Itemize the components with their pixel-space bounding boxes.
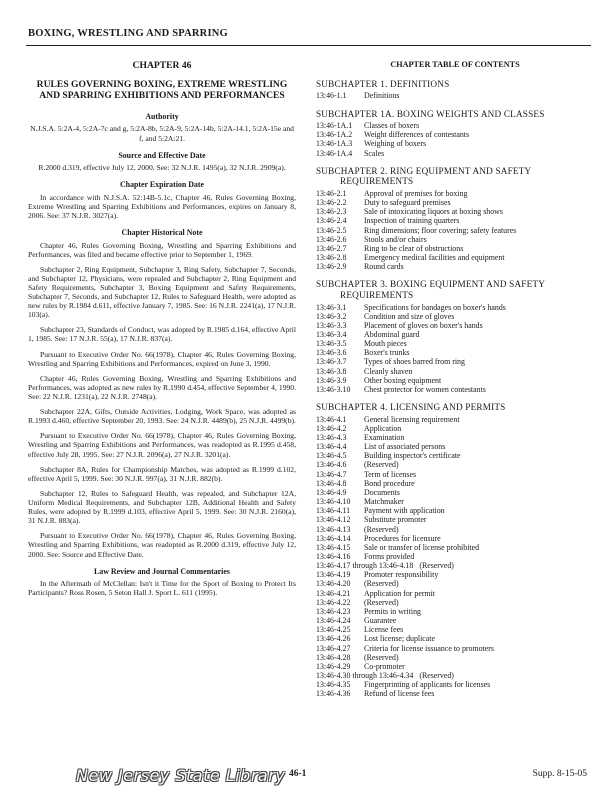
toc-entry [316, 121, 594, 130]
section-number: 13:46-4.22 [316, 597, 351, 607]
section-title: Term of licenses [364, 469, 417, 479]
section-number: 13:46-1A.1 [316, 121, 353, 131]
section-title: Ring to be clear of obstructions [364, 243, 464, 253]
section-number: 13:46-4.4 [316, 442, 347, 452]
toc-entry [316, 312, 594, 321]
section-title: (Reserved) [364, 652, 399, 662]
supplement-date: Supp. 8-15-05 [532, 769, 587, 779]
section-title: General licensing requirement [364, 414, 460, 424]
section-title: Substitute promoter [364, 515, 427, 525]
section-title: Lost license; duplicate [364, 634, 435, 644]
authority-text: N.J.S.A. 5:2A-4, 5:2A-7c and g, 5:2A-8b, 5:2A-9, 5:2A-14b, 5:2A-14.1, 5:2A-15e and f, and 5:2A:21. [30, 124, 294, 143]
toc-entry [316, 91, 594, 100]
toc-entry [316, 149, 594, 158]
section-title: Matchmaker [364, 497, 404, 507]
section-number: 13:46-4.16 [316, 551, 351, 561]
section-number: 13:46-4.7 [316, 469, 347, 479]
section-number: 13:46-4.28 [316, 652, 351, 662]
toc-entry [316, 198, 594, 207]
section-title: (Reserved) [364, 597, 399, 607]
toc-entry [316, 607, 594, 616]
section-title: (Reserved) [364, 579, 399, 589]
section-number: 13:46-4.9 [316, 487, 347, 497]
section-number: 13:46-4.30 through 13:46-4.34 [316, 671, 414, 681]
section-number: 13:46-4.6 [316, 460, 347, 470]
toc-entry [316, 339, 594, 348]
header-rule [26, 45, 591, 46]
toc-entry [316, 303, 594, 312]
toc-entry [316, 625, 594, 634]
section-title: Types of shoes barred from ring [364, 357, 465, 367]
library-watermark: New Jersey State Library [76, 766, 286, 785]
section-title: Building inspector's certificate [364, 451, 461, 461]
section-number: 13:46-4.13 [316, 524, 351, 534]
toc-entry [316, 616, 594, 625]
section-number: 13:46-4.35 [316, 680, 351, 690]
toc-entry [316, 253, 594, 262]
section-number: 13:46-2.9 [316, 262, 347, 272]
section-number: 13:46-2.6 [316, 234, 347, 244]
toc-entry [316, 662, 594, 671]
toc-entry [316, 634, 594, 643]
section-number: 13:46-3.9 [316, 375, 347, 385]
section-number: 13:46-2.1 [316, 188, 347, 198]
section-number: 13:46-2.8 [316, 253, 347, 263]
toc-entry [316, 470, 594, 479]
law-review-text: In the Aftermath of McClellan: Isn't it Time for the Sport of Boxing to Protect Its Participants? Ross Rosen, 5 Seton Hall J. Sport L. 611 (1995). [28, 579, 296, 598]
section-title: Application for permit [364, 588, 435, 598]
section-number: 13:46-4.23 [316, 606, 351, 616]
toc-entry [316, 598, 594, 607]
section-title: Classes of boxers [364, 121, 420, 131]
section-number: 13:46-4.26 [316, 634, 351, 644]
subchapter-title: SUBCHAPTER 1. DEFINITIONS [316, 78, 450, 89]
toc-entry [316, 385, 594, 394]
section-number: 13:46-3.1 [316, 302, 347, 312]
history-paragraph: Chapter 46, Rules Governing Boxing, Wrestling and Sparring Exhibitions and Performances, was adopted as new rules by R.1990 d.454, effective September 4, 1990. See: 22 N.J.R. 1231(a), 22 N.J.R. 2748(a). [28, 373, 296, 402]
source-text: R.2000 d.319, effective July 12, 2000. See: 32 N.J.R. 1495(a), 32 N.J.R. 2909(a). [38, 163, 286, 173]
section-number: 13:46-4.12 [316, 515, 351, 525]
history-paragraph: Pursuant to Executive Order No. 66(1978), Chapter 46, Rules Governing Boxing, Wrestling and Sparring Exhibitions and Performances, expired on June 3, 1990. [28, 349, 296, 368]
section-number: 13:46-3.6 [316, 348, 347, 358]
toc-entry [316, 244, 594, 253]
section-title: (Reserved) [419, 671, 454, 681]
section-title: Stools and/or chairs [364, 234, 427, 244]
toc-entry [316, 367, 594, 376]
section-number: 13:46-4.36 [316, 689, 351, 699]
history-paragraph: Subchapter 22A, Gifts, Outside Activities, Lodging, Work Space, was adopted as R.1993 d.460, effective September 20, 1993. See: 24 N.J.R. 4489(b), 25 N.J.R. 4499(b). [28, 407, 296, 426]
section-number: 13:46-4.8 [316, 478, 347, 488]
section-number: 13:46-2.2 [316, 198, 347, 208]
history-paragraph: Subchapter 23, Standards of Conduct, was adopted by R.1985 d.164, effective April 1, 1985. See: 17 N.J.R. 55(a), 17 N.J.R. 837(a). [28, 325, 296, 344]
section-title: Sale or transfer of license prohibited [364, 542, 480, 552]
toc-entry [316, 451, 594, 460]
section-title: Co-promoter [364, 661, 405, 671]
section-title: Sale of intoxicating liquors at boxing shows [364, 207, 503, 217]
table-of-contents [316, 60, 594, 698]
toc-entry [316, 479, 594, 488]
section-title: Specifications for bandages on boxer's hands [364, 302, 506, 312]
toc-heading: CHAPTER TABLE OF CONTENTS [390, 60, 520, 69]
section-title: Condition and size of gloves [364, 311, 455, 321]
chapter-number: CHAPTER 46 [132, 60, 192, 71]
section-number: 13:46-1A.4 [316, 148, 353, 158]
toc-entry [316, 357, 594, 366]
chapter-title: RULES GOVERNING BOXING, EXTREME WRESTLING AND SPARRING EXHIBITIONS AND PERFORMANCES [36, 78, 288, 102]
toc-entry [316, 330, 594, 339]
running-head: BOXING, WRESTLING AND SPARRING [28, 28, 228, 39]
history-paragraph: Chapter 46, Rules Governing Boxing, Wrestling and Sparring Exhibitions and Performances, was filed and became effective prior to September 1, 1969. [28, 240, 296, 259]
section-number: 13:46-3.3 [316, 320, 347, 330]
toc-entry [316, 561, 594, 570]
section-number: 13:46-4.25 [316, 625, 351, 635]
section-title: Promoter responsibility [364, 570, 439, 580]
section-number: 13:46-2.3 [316, 207, 347, 217]
section-number: 13:46-2.7 [316, 243, 347, 253]
section-title: Duty to safeguard premises [364, 198, 451, 208]
section-title: Documents [364, 487, 400, 497]
toc-entry [316, 460, 594, 469]
section-title: Bond procedure [364, 478, 415, 488]
toc-entry [316, 653, 594, 662]
section-title: Definitions [364, 91, 400, 101]
section-title: Weighing of boxers [364, 139, 427, 149]
section-number: 13:46-4.14 [316, 533, 351, 543]
section-title: Payment with application [364, 506, 445, 516]
history-heading: Chapter Historical Note [121, 228, 203, 238]
section-number: 13:46-3.8 [316, 366, 347, 376]
toc-entry [316, 189, 594, 198]
section-title: (Reserved) [419, 561, 454, 571]
section-title: Other boxing equipment [364, 375, 442, 385]
section-title: Guarantee [364, 616, 397, 626]
section-title: Cleanly shaven [364, 366, 413, 376]
toc-entry [316, 525, 594, 534]
section-title: Fingerprinting of applicants for licenses [364, 680, 491, 690]
section-title: List of associated persons [364, 442, 446, 452]
toc-entry [316, 139, 594, 148]
section-number: 13:46-4.11 [316, 506, 351, 516]
toc-entry [316, 442, 594, 451]
toc-entry [316, 226, 594, 235]
section-number: 13:46-3.10 [316, 384, 351, 394]
history-paragraph: Subchapter 8A, Rules for Championship Matches, was adopted as R.1999 d.102, effective April 5, 1999. See: 30 N.J.R. 997(a), 31 N.J.R. 882(b). [28, 464, 296, 483]
toc-entry [316, 216, 594, 225]
section-title: Chest protector for women contestants [364, 384, 486, 394]
section-title: License fees [364, 625, 404, 635]
section-number: 13:46-4.29 [316, 661, 351, 671]
toc-entry [316, 589, 594, 598]
toc-entry [316, 570, 594, 579]
section-number: 13:46-4.15 [316, 542, 351, 552]
history-paragraph: Subchapter 12, Rules to Safeguard Health, was repealed, and Subchapter 12A, Uniform Medical Requirements, and Subchapter 12B, Additional Health and Safety Rules, were adopted by R.1999 d.103, effective April 5, 1999. See: 30 N.J.R. 2160(a), 31 N.J.R. 883(a). [28, 488, 296, 526]
section-number: 13:46-4.5 [316, 451, 347, 461]
toc-entry [316, 689, 594, 698]
section-title: Refund of license fees [364, 689, 435, 699]
section-title: Criteria for license issuance to promoters [364, 643, 494, 653]
expiration-heading: Chapter Expiration Date [119, 180, 205, 190]
subchapter-title: SUBCHAPTER 4. LICENSING AND PERMITS [316, 402, 506, 413]
subchapter-title: SUBCHAPTER 1A. BOXING WEIGHTS AND CLASSES [316, 108, 545, 119]
subchapter-title: SUBCHAPTER 2. RING EQUIPMENT AND SAFETY REQUIREMENTS [316, 165, 532, 187]
toc-entry [316, 130, 594, 139]
section-title: Emergency medical facilities and equipment [364, 253, 505, 263]
toc-entry [316, 552, 594, 561]
section-number: 13:46-1.1 [316, 91, 347, 101]
section-number: 13:46-4.2 [316, 423, 347, 433]
toc-entry [316, 207, 594, 216]
toc-entry [316, 376, 594, 385]
section-number: 13:46-2.5 [316, 225, 347, 235]
section-title: Application [364, 423, 402, 433]
section-title: Ring dimensions; floor covering; safety features [364, 225, 517, 235]
section-number: 13:46-4.3 [316, 432, 347, 442]
section-number: 13:46-4.27 [316, 643, 351, 653]
expiration-text: In accordance with N.J.S.A. 52:14B-5.1c, Chapter 46, Rules Governing Boxing, Extreme Wrestling and Sparring Exhibitions and Performances, expires on January 8, 2006. See: 37 N.J.R. 3027(a). [28, 192, 296, 220]
section-number: 13:46-3.7 [316, 357, 347, 367]
toc-entry [316, 680, 594, 689]
section-number: 13:46-4.1 [316, 414, 347, 424]
toc-entry [316, 488, 594, 497]
toc-entry [316, 415, 594, 424]
section-number: 13:46-4.21 [316, 588, 351, 598]
toc-entry [316, 321, 594, 330]
toc-entry [316, 534, 594, 543]
history-paragraph: Subchapter 2, Ring Equipment, Subchapter 3, Ring Safety, Subchapter 7, Seconds, and Subchapter 12, Physicians, were repealed and Subchapter 2, Ring Equipment and Safety Requirements, Subchapter 3, Boxing Equipment and Safety Requirements, Subchapter 7, Seconds, and Subchapter 12, Rules to Safeguard Health, were adopted as new rules by R.1984 d.611, effective January 7, 1985. See: 16 N.J.R. 2241(a), 17 N.J.R. 103(a). [28, 264, 296, 320]
section-title: Procedures for licensure [364, 533, 441, 543]
toc-entry [316, 579, 594, 588]
toc-entry [316, 644, 594, 653]
section-number: 13:46-3.4 [316, 329, 347, 339]
toc-entry [316, 543, 594, 552]
toc-entry [316, 497, 594, 506]
toc-entry [316, 348, 594, 357]
section-title: Permits in writing [364, 606, 421, 616]
section-number: 13:46-3.5 [316, 339, 347, 349]
section-title: Examination [364, 432, 405, 442]
law-review-heading: Law Review and Journal Commentaries [94, 566, 230, 576]
section-title: (Reserved) [364, 460, 399, 470]
section-number: 13:46-4.17 through 13:46-4.18 [316, 561, 414, 571]
section-title: Boxer's trunks [364, 348, 410, 358]
section-number: 13:46-4.20 [316, 579, 351, 589]
section-title: Inspection of training quarters [364, 216, 460, 226]
section-title: Weight differences of contestants [364, 130, 470, 140]
toc-entry [316, 515, 594, 524]
history-paragraph: Pursuant to Executive Order No. 66(1978), Chapter 46, Rules Governing Boxing, Wrestling and Sparring Exhibitions, was readopted as R.2000 d.319, effective July 12, 2000. See: Source and Effective Date. [28, 531, 296, 559]
section-title: Approval of premises for boxing [364, 188, 468, 198]
section-number: 13:46-4.19 [316, 570, 351, 580]
section-title: (Reserved) [364, 524, 399, 534]
left-column [28, 60, 296, 603]
section-title: Forms provided [364, 551, 415, 561]
section-number: 13:46-3.2 [316, 311, 347, 321]
section-title: Placement of gloves on boxer's hands [364, 320, 483, 330]
section-title: Round cards [364, 262, 404, 272]
section-number: 13:46-4.24 [316, 616, 351, 626]
section-number: 13:46-1A.3 [316, 139, 353, 149]
toc-entry [316, 506, 594, 515]
subchapter-title: SUBCHAPTER 3. BOXING EQUIPMENT AND SAFETY REQUIREMENTS [316, 279, 546, 300]
toc-entry [316, 235, 594, 244]
toc-entry [316, 262, 594, 271]
authority-heading: Authority [145, 111, 179, 121]
toc-entry [316, 433, 594, 442]
section-number: 13:46-2.4 [316, 216, 347, 226]
section-number: 13:46-4.10 [316, 497, 351, 507]
toc-entry [316, 671, 594, 680]
page-number: 46-1 [289, 769, 307, 779]
source-heading: Source and Effective Date [118, 150, 206, 160]
section-title: Mouth pieces [364, 339, 407, 349]
history-paragraph: Pursuant to Executive Order No. 66(1978), Chapter 46, Rules Governing Boxing, Wrestling and Sparring Exhibitions and Performances, was readopted as R.1995 d.458, effective July 28, 1995. See: 27 N.J.R. 2096(a), 27 N.J.R. 3201(a). [28, 431, 296, 459]
toc-entry [316, 424, 594, 433]
section-title: Abdominal guard [364, 329, 420, 339]
section-title: Scales [364, 148, 385, 158]
section-number: 13:46-1A.2 [316, 130, 353, 140]
